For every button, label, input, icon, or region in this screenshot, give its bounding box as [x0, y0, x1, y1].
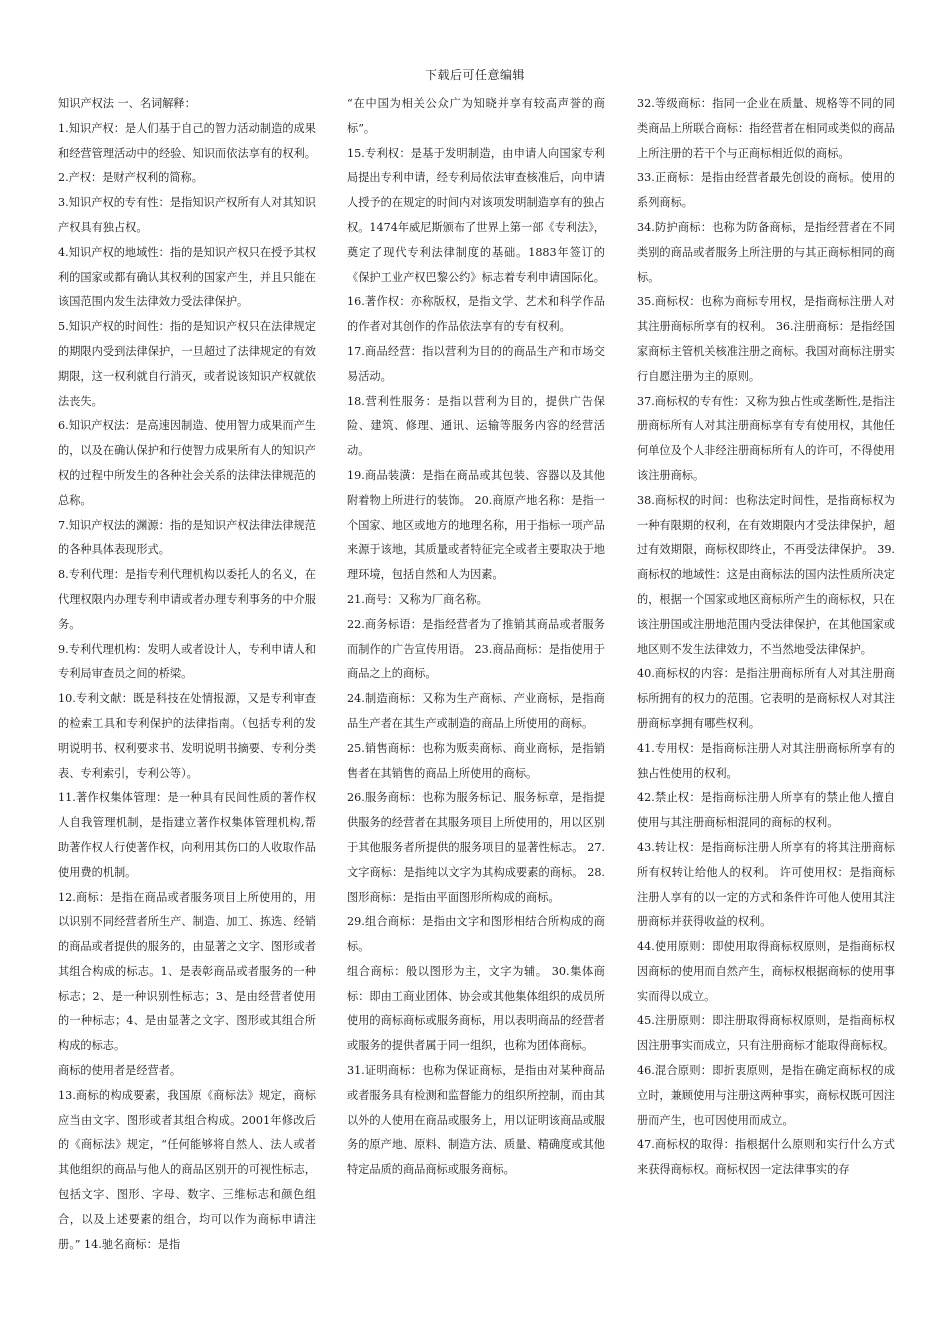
text-column-middle: [347, 92, 605, 1183]
paragraph: 33.正商标：是指由经营者最先创设的商标。使用的系列商标。: [637, 171, 895, 210]
paragraph: 13.商标的构成要素，我国原《商标法》规定，商标应当由文字、图形或者其组合构成。2001年修改后的《商标法》规定，“任何能够将自然人、法人或者其他组织的商品与他人的商品区别开的可视性标志，包括文字、图形、字母、数字、三维标志和颜色组合，以及上述要素的组合，均可以作为商标申请注册。” 14.驰名商标：是指: [58, 1088, 316, 1251]
text-column-left: [58, 92, 316, 1257]
paragraph: 10.专利文献：既是科技在处情报源，又是专利审查的检索工具和专利保护的法律指南。（包括专利的发明说明书、权利要求书、发明说明书摘要、专利分类表、专利索引，专利公等）。: [58, 692, 316, 780]
paragraph: 15.专利权：是基于发明制造，由申请人向国家专利局提出专利申请，经专利局依法审查核准后，向申请人授予的在规定的时间内对该项发明制造享有的独占权。1474年威尼斯颁布了世界上第一部《专利法》，奠定了现代专利法律制度的基础。1883年签订的《保护工业产权巴黎公约》标志着专利申请国际化。 16.著作权：亦称版权，是指文学、艺术和科学作品的作者对其创作的作品依法享有的专有权利。: [347, 146, 605, 334]
paragraph: 9.专利代理机构：发明人或者设计人，专利申请人和专利局审查员之间的桥梁。: [58, 642, 316, 681]
paragraph: 45.注册原则：即注册取得商标权原则，是指商标权因注册事实而成立，只有注册商标才能取得商标权。: [637, 1014, 895, 1053]
paragraph: 18.营利性服务：是指以营利为目的，提供广告保险、建筑、修理、通讯、运输等服务内容的经营活动。: [347, 394, 605, 458]
paragraph: 26.服务商标：也称为服务标记、服务标章，是指提供服务的经营者在其服务项目上所使用的，用以区别于其他服务者所提供的服务项目的显著性标志。 27.文字商标：是指纯以文字为其构成要素的商标。 28.图形商标：是指由平面图形所构成的商标。: [347, 791, 605, 904]
paragraph: 32.等级商标：指同一企业在质量、规格等不同的同类商品上所联合商标：指经营者在相同或类似的商品上所注册的若干个与正商标相近似的商标。: [637, 97, 895, 160]
paragraph: 1.知识产权：是人们基于自己的智力活动制造的成果和经营管理活动中的经验、知识而依法享有的权利。 2.产权：是财产权利的简称。: [58, 121, 316, 185]
paragraph: 5.知识产权的时间性：指的是知识产权只在法律规定的期限内受到法律保护，一旦超过了法律规定的有效期限，这一权利就自行消灭，或者说该知识产权就依法丧失。: [58, 320, 316, 408]
paragraph: 3.知识产权的专有性：是指知识产权所有人对其知识产权具有独占权。: [58, 196, 316, 234]
paragraph: 12.商标：是指在商品或者服务项目上所使用的，用以识别不同经营者所生产、制造、加工、拣选、经销的商品或者提供的服务的，由显著之文字、图形或者其组合构成的标志。1、是表彰商品或者服务的一种标志；2、是一种识别性标志；3、是由经营者使用的一种标志；4、是由显著之文字、图形或其组合所构成的标志。: [58, 890, 316, 1053]
paragraph: 22.商务标语：是指经营者为了推销其商品或者服务而制作的广告宣传用语。 23.商品商标：是指使用于商品之上的商标。: [347, 617, 605, 681]
paragraph: 8.专利代理：是指专利代理机构以委托人的名义，在代理权限内办理专利申请或者办理专利事务的中介服务。: [58, 568, 316, 631]
paragraph: 6.知识产权法：是高速因制造、使用智力成果而产生的，以及在确认保护和行使智力成果所有人的知识产权的过程中所发生的各种社会关系的法律法律规范的总称。: [58, 419, 316, 507]
paragraph: 17.商品经营：指以营利为目的的商品生产和市场交易活动。: [347, 344, 605, 383]
paragraph: 47.商标权的取得：指根据什么原则和实行什么方式来获得商标权。商标权因一定法律事实的存: [637, 1138, 895, 1177]
paragraph: “在中国为相关公众广为知晓并享有较高声誉的商标”。: [347, 97, 605, 135]
page-header: 下载后可任意编辑: [424, 68, 525, 82]
paragraph: 21.商号：又称为厂商名称。: [347, 592, 488, 606]
paragraph: 7.知识产权法的渊源：指的是知识产权法律法律规范的各种具体表现形式。: [58, 518, 316, 557]
paragraph: 38.商标权的时间：也称法定时间性，是指商标权为一种有限期的权利，在有效期限内才受法律保护，超过有效期限，商标权即终止，不再受法律保护。 39.商标权的地域性：这是由商标法的国内法性质所决定的，根据一个国家或地区商标所产生的商标权，只在该注册国或注册地范围内受法律保护，在其他国家或地区则不发生法律效力，不当然地受法律保护。: [637, 493, 895, 656]
paragraph: 19.商品装潢：是指在商品或其包装、容器以及其他附着物上所进行的装饰。 20.商原产地名称：是指一个国家、地区或地方的地理名称，用于指标一项产品来源于该地，其质量或者特征完全或者主要取决于地理环境，包括自然和人为因素。: [347, 468, 605, 582]
text-column-right: [637, 92, 895, 1183]
paragraph: 37.商标权的专有性：又称为独占性或垄断性,是指注册商标所有人对其注册商标享有专有使用权，其他任何单位及个人非经注册商标所有人的许可，不得使用该注册商标。: [637, 394, 895, 482]
paragraph: 商标的使用者是经营者。: [58, 1064, 182, 1078]
paragraph: 24.制造商标：又称为生产商标、产业商标，是指商品生产者在其生产或制造的商品上所使用的商标。: [347, 692, 605, 730]
paragraph: 31.证明商标：也称为保证商标，是指由对某种商品或者服务具有检测和监督能力的组织所控制，而由其以外的人使用在商品或服务上，用以证明该商品或服务的原产地、原料、制造方法、质量、精确度或其他特定品质的商品商标或服务商标。: [347, 1064, 605, 1177]
paragraph: 11.著作权集体管理：是一种具有民间性质的著作权人自我管理机制，是指建立著作权集体管理机构,帮助著作权人行使著作权，向利用其伤口的人收取作品使用费的机制。: [58, 791, 316, 879]
paragraph: 4.知识产权的地域性：指的是知识产权只在授予其权利的国家或都有确认其权利的国家产生，并且只能在该国范围内发生法律效力受法律保护。: [58, 245, 316, 309]
paragraph: 40.商标权的内容：是指注册商标所有人对其注册商标所拥有的权力的范围。它表明的是商标权人对其注册商标享拥有哪些权利。: [637, 667, 895, 730]
paragraph: 35.商标权：也称为商标专用权，是指商标注册人对其注册商标所享有的权利。 36.注册商标：是指经国家商标主管机关核准注册之商标。我国对商标注册实行自愿注册为主的原则。: [637, 295, 895, 383]
paragraph: 25.销售商标：也称为贩卖商标、商业商标，是指销售者在其销售的商品上所使用的商标。: [347, 741, 605, 780]
paragraph: 知识产权法 一、名词解释：: [58, 97, 196, 110]
paragraph: 41.专用权：是指商标注册人对其注册商标所享有的独占性使用的权利。: [637, 741, 895, 780]
paragraph: 44.使用原则：即使用取得商标权原则，是指商标权因商标的使用而自然产生，商标权根据商标的使用事实而得以成立。: [637, 940, 895, 1003]
paragraph: 29.组合商标：是指由文字和图形相结合所构成的商标。: [347, 915, 605, 954]
paragraph: 43.转让权：是指商标注册人所享有的将其注册商标所有权转让给他人的权利。 许可使用权：是指商标注册人享有的以一定的方式和条件许可他人使用其注册商标并获得收益的权利。: [637, 840, 895, 929]
paragraph: 46.混合原则：即折衷原则，是指在确定商标权的成立时，兼顾使用与注册这两种事实，商标权既可因注册而产生，也可因使用而成立。: [637, 1064, 895, 1127]
paragraph: 34.防护商标：也称为防备商标，是指经营者在不同类别的商品或者服务上所注册的与其正商标相同的商标。: [637, 220, 895, 284]
paragraph: 组合商标：般以图形为主，文字为辅。 30.集体商标：即由工商业团体、协会或其他集体组织的成员所使用的商标商标或服务商标，用以表明商品的经营者或服务的提供者属于同一组织，也称为团体商标。: [347, 964, 605, 1053]
paragraph: 42.禁止权：是指商标注册人所享有的禁止他人擅自使用与其注册商标相混同的商标的权利。: [637, 791, 895, 830]
